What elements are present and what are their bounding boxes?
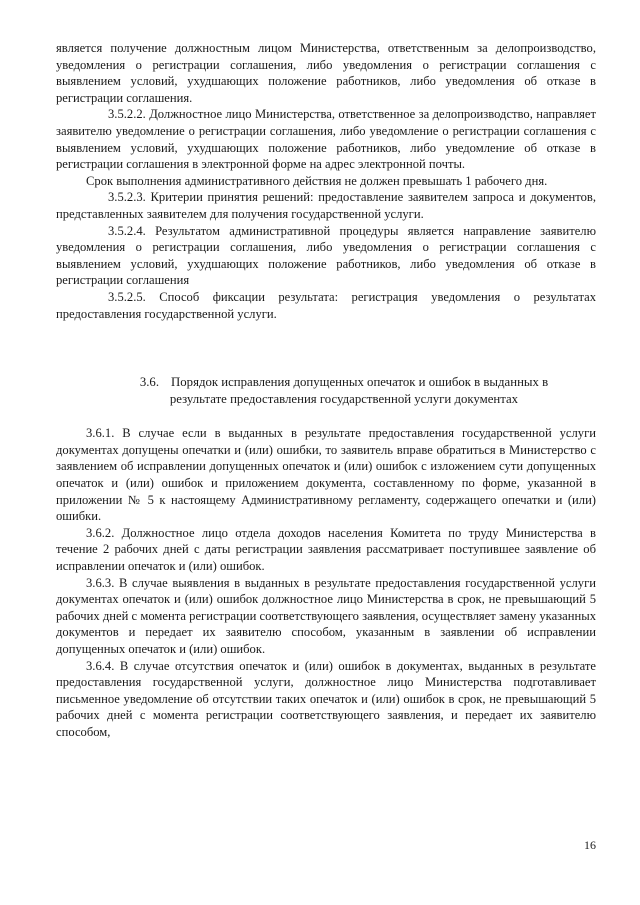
paragraph-3-6-2: 3.6.2. Должностное лицо отдела доходов населения Комитета по труду Министерства в течение 2 рабочих дней с даты регистрации заявления рассматривает поступившее заявление об исправлении опечаток и (или) ошибок.	[56, 525, 596, 574]
paragraph-3-6-4: 3.6.4. В случае отсутствия опечаток и (или) ошибок в документах, выданных в результате предоставления государственной услуги, должностное лицо Министерства подготавливает письменное уведомление об отсутствии таких опечаток и (или) ошибок в срок, не превышающий 5 рабочих дней с момента регистрации соответствующего заявления, и передает их заявителю способом,	[56, 658, 596, 739]
document-body	[56, 40, 596, 741]
paragraph-3-5-2-5: 3.5.2.5. Способ фиксации результата: регистрация уведомления о результатах предоставления государственной услуги.	[56, 289, 596, 321]
section-title: Порядок исправления допущенных опечаток и ошибок в выданных в результате предоставления государственной услуги документах	[169, 375, 549, 406]
paragraph-deadline: Срок выполнения административного действия не должен превышать 1 рабочего дня.	[86, 173, 548, 188]
paragraph-3-5-2-3: 3.5.2.3. Критерии принятия решений: предоставление заявителем запроса и документов, представленных заявителем для получения государственной услуги.	[56, 190, 596, 221]
section-heading	[56, 374, 596, 407]
paragraph-3-6-1: 3.6.1. В случае если в выданных в результате предоставления государственной услуги документах допущены опечатки и (или) ошибки, то заявитель вправе обратиться в Министерство с заявлением об исправлении допущенных опечаток и (или) ошибок с изложением сути допущенных опечаток и (или) ошибок и приложением документа, составленному по форме, указанной в приложении № 5 к настоящему Административному регламенту, содержащего опечатки и (или) ошибки.	[56, 426, 596, 524]
section-spacer	[56, 322, 596, 374]
paragraph-3-5-2-2: 3.5.2.2. Должностное лицо Министерства, ответственное за делопроизводство, направляет заявителю уведомление о регистрации соглашения, либо уведомление о регистрации соглашения с выявлением условий, ухудшающих положение работников, либо уведомление об отказе в регистрации соглашения в электронной форме на адрес электронной почты.	[56, 107, 596, 172]
paragraph-3-6-3: 3.6.3. В случае выявления в выданных в результате предоставления государственной услуги документах опечаток и (или) ошибок должностное лицо Министерства в срок, не превышающий 5 рабочих дней с момента регистрации соответствующего заявления, осуществляет замену указанных документов и передает их заявителю способом, указанным в заявлении об исправлении допущенных опечаток и (или) ошибок.	[56, 575, 596, 656]
section-number: 3.6.	[139, 375, 160, 390]
page-number: 16	[584, 838, 596, 852]
paragraph-3-5-2-4: 3.5.2.4. Результатом административной процедуры является направление заявителю уведомления о регистрации соглашения, либо уведомления о регистрации соглашения с выявлением условий, ухудшающих положение работников, либо уведомления об отказе в регистрации соглашения	[56, 223, 596, 288]
paragraph-continuation: является получение должностным лицом Министерства, ответственным за делопроизводство, уведомления о регистрации соглашения, либо уведомления о регистрации соглашения с выявлением условий, ухудшающих положение работников, либо уведомления об отказе в регистрации соглашения.	[56, 41, 596, 105]
